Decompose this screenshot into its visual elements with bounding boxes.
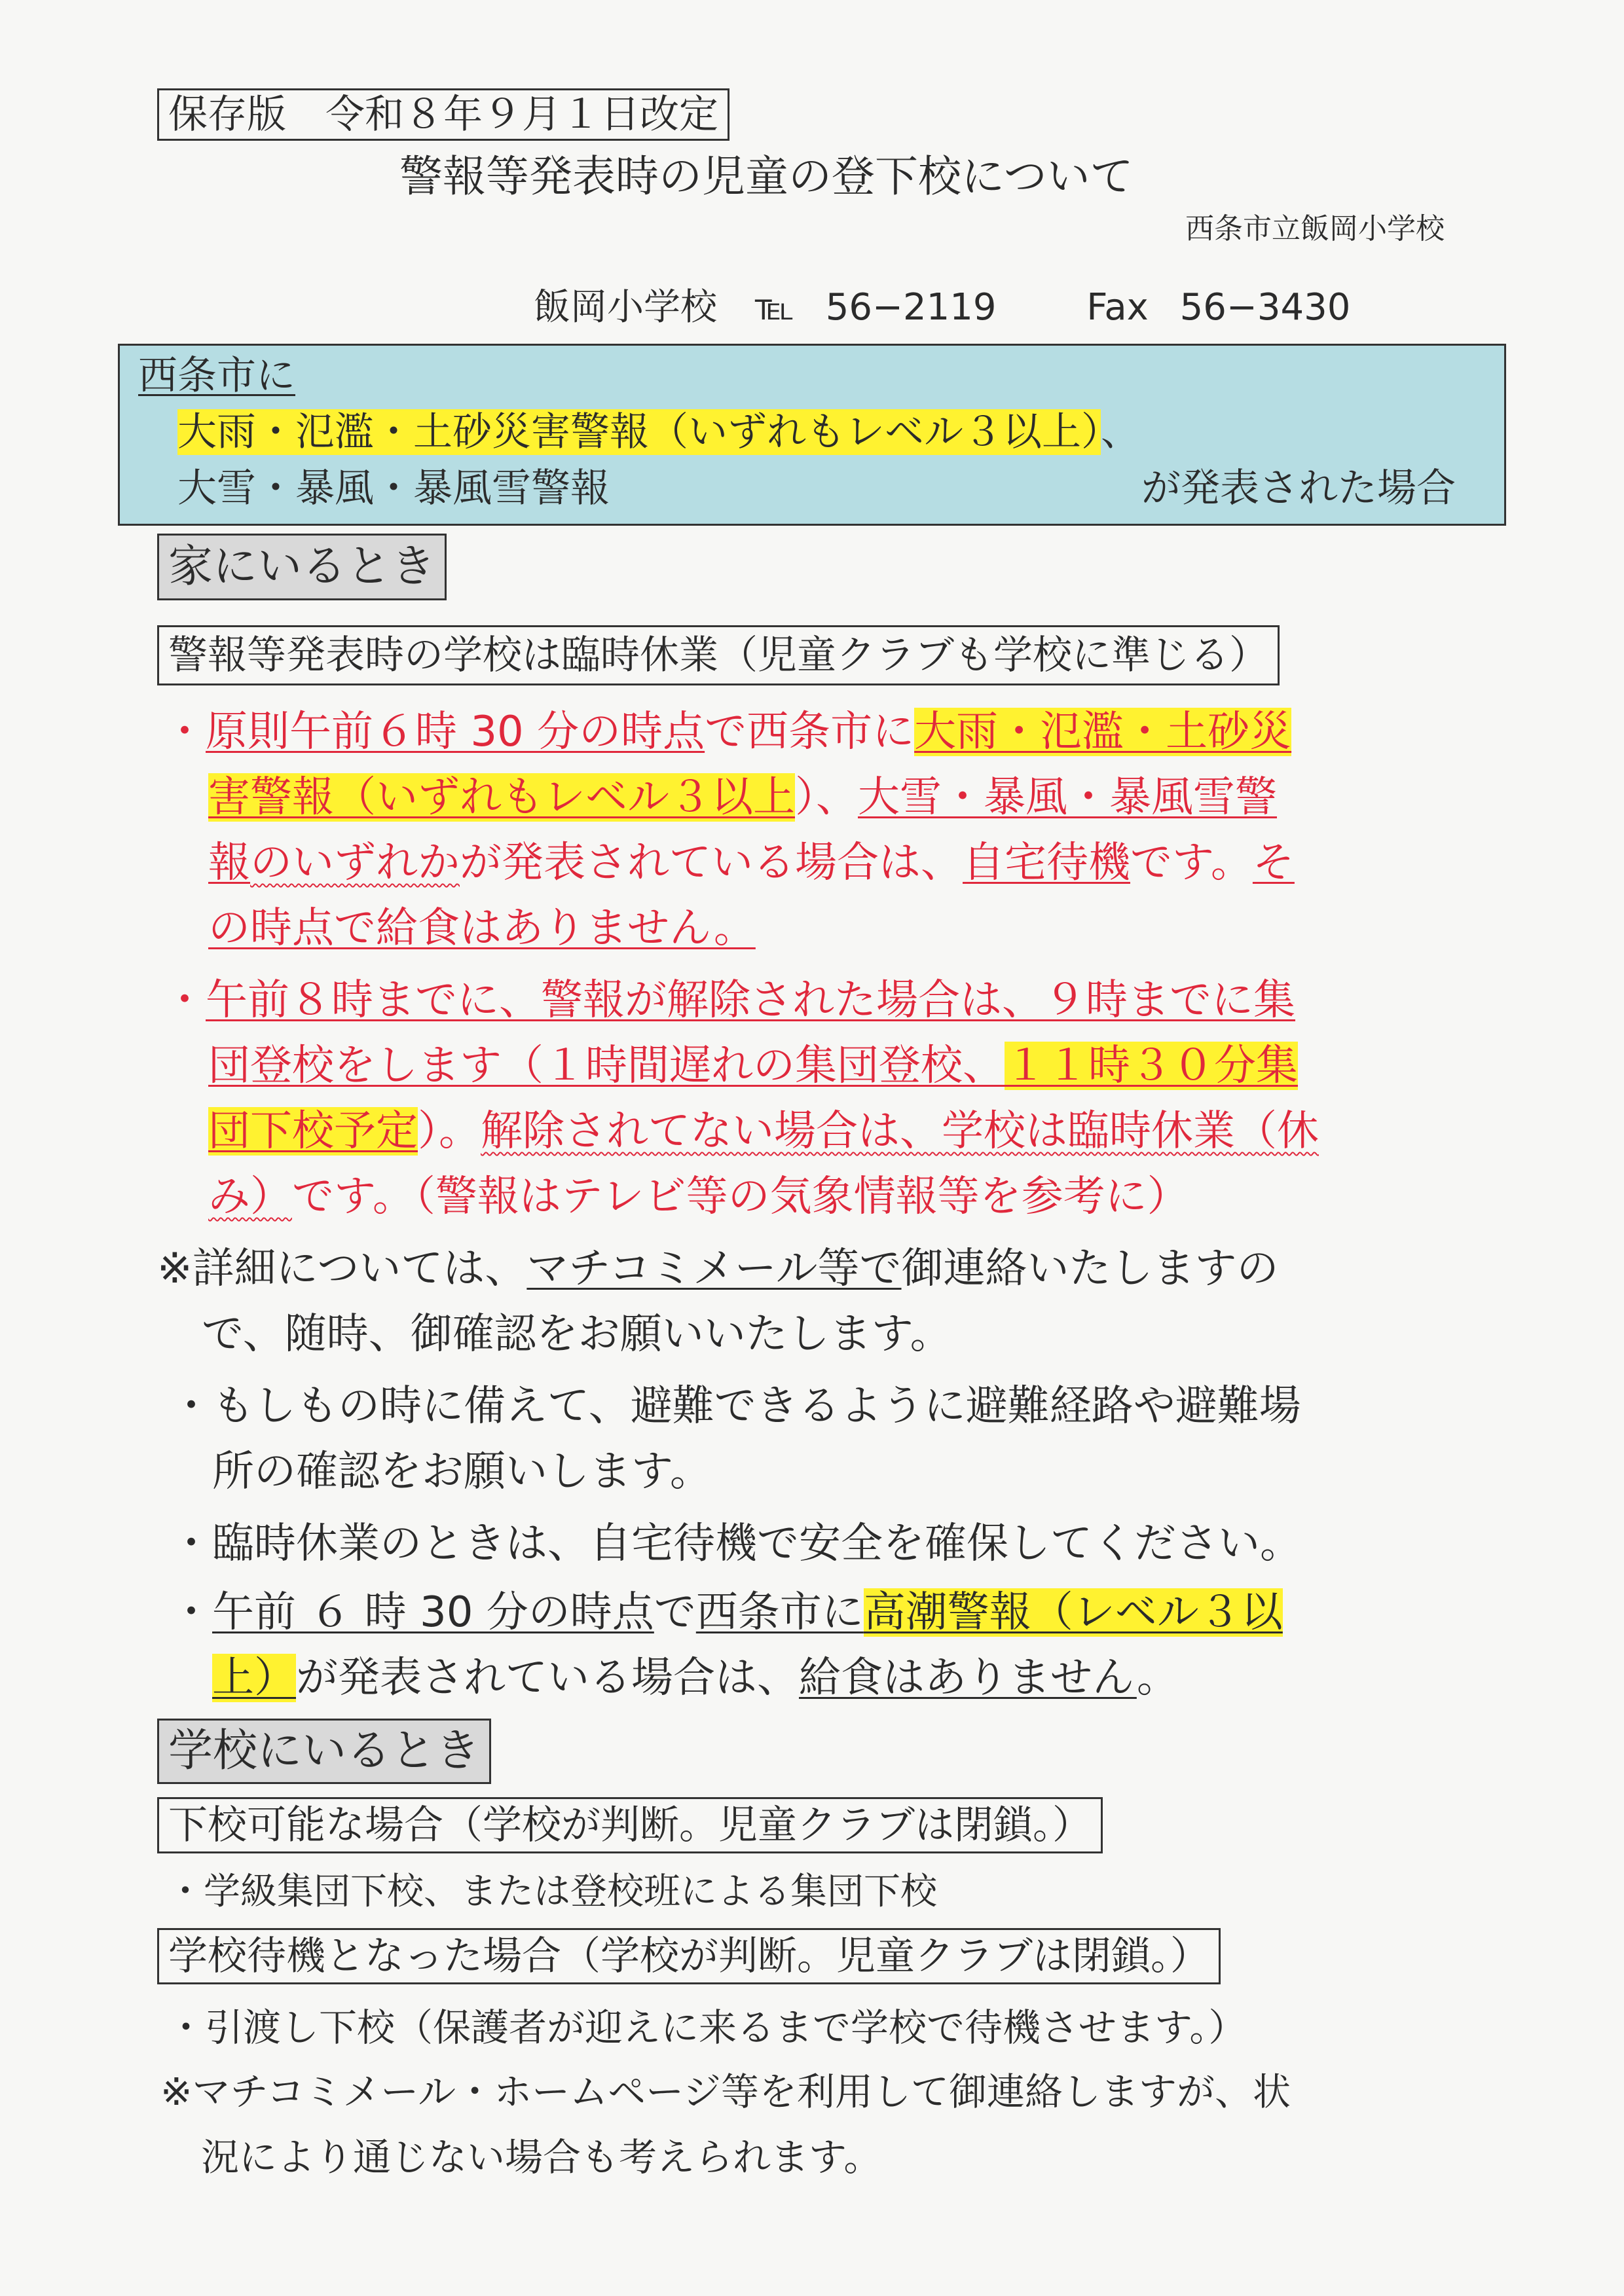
text-segment: 所の確認をお願いします。	[212, 1448, 712, 1496]
page-title: 警報等発表時の児童の登下校について	[399, 151, 1134, 202]
case1-item: ・学級集団下校、または登校班による集団下校	[167, 1870, 937, 1913]
text-segment: 況により通じない場合も考えられます。	[201, 2135, 882, 2179]
notice-rain-warnings: 大雨・氾濫・土砂災害警報（いずれもレベル３以上）	[177, 409, 1101, 455]
snow-warnings-end: 報	[208, 839, 250, 887]
dismissal-time-highlight: １１時３０分集	[1005, 1042, 1298, 1090]
contact-line	[534, 285, 1350, 331]
at-home-heading: 家にいるとき	[157, 534, 447, 600]
text-segment: です。（警報はテレビ等の気象情報等を参考に）	[292, 1173, 1189, 1221]
no-lunch-phrase: の時点で給食はありません。	[208, 904, 756, 953]
warning-list-highlight: 害警報（いずれもレベル３以上	[208, 773, 795, 822]
bullet-dot: ・	[170, 1588, 212, 1637]
home-standby-phrase: 自宅待機	[963, 839, 1130, 887]
no-lunch-phrase: 給食はありません	[799, 1654, 1137, 1702]
text-segment: で西条市に	[705, 708, 915, 756]
lifted-phrase: 団登校をします（１時間遅れの集団登校、	[208, 1042, 1005, 1090]
text-segment: が発表されている場合は、	[296, 1654, 799, 1702]
contact-school: 飯岡小学校	[534, 286, 717, 329]
text-segment: ）、	[795, 773, 858, 822]
text-segment: ※マチコミメール・ホームページ等を利用して御連絡しますが、状	[160, 2069, 1291, 2114]
storm-surge-highlight: 高潮警報（レベル３以	[863, 1588, 1283, 1637]
case1-heading: 下校可能な場合（学校が判断。児童クラブは閉鎖。）	[157, 1797, 1103, 1853]
machikomi-mail-phrase: マチコミメール等で	[526, 1245, 902, 1293]
not-lifted-phrase: 解除されてない場合は、学校は臨時休業（休	[481, 1107, 1319, 1156]
notice-comma: 、	[1101, 409, 1140, 455]
case2-heading: 学校待機となった場合（学校が判断。児童クラブは閉鎖。）	[157, 1928, 1221, 1984]
text-segment: が発表されている場合は、	[460, 839, 963, 887]
any-of-phrase: のいずれか	[250, 839, 460, 887]
notice-snow-warnings: 大雪・暴風・暴風雪警報	[177, 465, 610, 511]
bullet-dot: ・	[164, 708, 206, 756]
at-school-heading: 学校にいるとき	[157, 1719, 491, 1784]
snow-warnings: 大雪・暴風・暴風雪警	[858, 773, 1277, 822]
notice-box	[118, 344, 1506, 526]
time-check-phrase: 午前 ６ 時 30 分の時点	[212, 1588, 654, 1637]
dismissal-time-highlight: 団下校予定	[208, 1107, 418, 1156]
warning-list-highlight: 大雨・氾濫・土砂災	[914, 708, 1292, 756]
no-lunch-phrase: そ	[1252, 839, 1295, 887]
not-lifted-phrase: み）	[208, 1173, 292, 1221]
text-segment: で	[654, 1588, 696, 1637]
lifted-phrase: 午前８時までに、警報が解除された場合は、９時までに集	[206, 976, 1295, 1025]
notice-tail: が発表された場合	[1141, 465, 1456, 511]
fax-number: 56−3430	[1179, 286, 1351, 329]
tel-label: ℡	[754, 286, 794, 329]
text-segment: ※詳細については、	[157, 1245, 527, 1293]
time-check-phrase: 原則午前６時 30 分の時点	[206, 708, 705, 756]
notice-city: 西条市に	[138, 353, 295, 399]
text-segment: 。	[1136, 1654, 1179, 1702]
text-segment: ）。	[418, 1107, 481, 1156]
storm-surge-highlight: 上）	[212, 1654, 296, 1702]
text-segment: です。	[1130, 839, 1253, 887]
edition-label: 保存版 令和８年９月１日改定	[157, 88, 729, 141]
tel-number: 56−2119	[825, 286, 997, 329]
at-home-subheading: 警報等発表時の学校は臨時休業（児童クラブも学校に準じる）	[157, 625, 1280, 685]
text-segment: 御連絡いたしますの	[901, 1245, 1279, 1293]
school-name: 西条市立飯岡小学校	[1185, 212, 1445, 246]
text-segment: で、随時、御確認をお願いいたします。	[202, 1310, 952, 1358]
fax-label: Fax	[1086, 286, 1149, 329]
city-phrase: 西条市に	[695, 1588, 864, 1637]
bullet-dot: ・	[164, 976, 206, 1025]
text-segment: ・もしもの時に備えて、避難できるように避難経路や避難場	[170, 1382, 1301, 1430]
case2-item: ・引渡し下校（保護者が迎えに来るまで学校で待機させます。）	[167, 2005, 1247, 2050]
bullet-closure-safety: ・臨時休業のときは、自宅待機で安全を確保してください。	[170, 1520, 1302, 1568]
